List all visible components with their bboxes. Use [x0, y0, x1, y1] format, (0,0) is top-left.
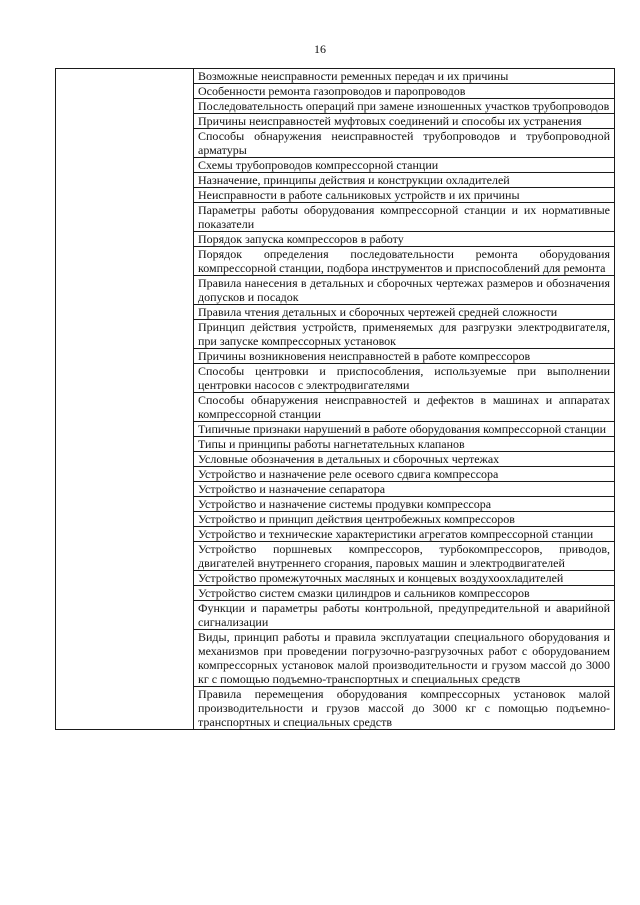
knowledge-item-text: Функции и параметры работы контрольной, предупредительной и аварийной сигнализации [198, 601, 610, 629]
knowledge-item-cell [194, 99, 615, 114]
knowledge-item-text: Возможные неисправности ременных передач и их причины [198, 69, 509, 83]
table-row [56, 69, 615, 84]
knowledge-item-cell [194, 364, 615, 393]
knowledge-item-cell [194, 129, 615, 158]
knowledge-item-cell [194, 497, 615, 512]
knowledge-item-text: Устройство и назначение реле осевого сдвига компрессора [198, 467, 499, 481]
page-number: 16 [314, 42, 326, 56]
knowledge-item-text: Типичные признаки нарушений в работе оборудования компрессорной станции [198, 422, 607, 436]
knowledge-item-cell [194, 687, 615, 730]
table-body [56, 69, 615, 730]
knowledge-item-cell [194, 247, 615, 276]
knowledge-item-text: Устройство промежуточных масляных и концевых воздухоохладителей [198, 571, 564, 585]
knowledge-item-cell [194, 452, 615, 467]
knowledge-item-cell [194, 601, 615, 630]
knowledge-item-cell [194, 114, 615, 129]
knowledge-item-cell [194, 69, 615, 84]
knowledge-item-text: Правила нанесения в детальных и сборочных чертежах размеров и обозначения допусков и посадок [198, 276, 610, 304]
knowledge-item-cell [194, 467, 615, 482]
knowledge-item-cell [194, 203, 615, 232]
knowledge-item-text: Устройство и принцип действия центробежных компрессоров [198, 512, 515, 526]
knowledge-item-text: Порядок определения последовательности ремонта оборудования компрессорной станции, подбора инструментов и приспособлений для ремонта [198, 247, 610, 275]
knowledge-item-cell [194, 630, 615, 687]
knowledge-item-text: Правила чтения детальных и сборочных чертежей средней сложности [198, 305, 558, 319]
knowledge-item-cell [194, 305, 615, 320]
knowledge-item-cell [194, 349, 615, 364]
requirements-table [55, 68, 615, 730]
knowledge-item-text: Устройство и назначение сепаратора [198, 482, 386, 496]
knowledge-item-text: Неисправности в работе сальниковых устройств и их причины [198, 188, 520, 202]
knowledge-item-cell [194, 512, 615, 527]
knowledge-item-cell [194, 437, 615, 452]
knowledge-item-text: Причины возникновения неисправностей в работе компрессоров [198, 349, 531, 363]
knowledge-item-text: Устройство систем смазки цилиндров и сальников компрессоров [198, 586, 530, 600]
knowledge-item-cell [194, 422, 615, 437]
knowledge-item-text: Последовательность операций при замене изношенных участков трубопроводов [198, 99, 610, 113]
knowledge-item-text: Типы и принципы работы нагнетательных клапанов [198, 437, 465, 451]
knowledge-item-cell [194, 586, 615, 601]
knowledge-item-cell [194, 188, 615, 203]
knowledge-item-cell [194, 173, 615, 188]
knowledge-item-text: Особенности ремонта газопроводов и паропроводов [198, 84, 466, 98]
knowledge-item-cell [194, 571, 615, 586]
left-column-cell [56, 69, 194, 730]
knowledge-item-cell [194, 542, 615, 571]
knowledge-item-cell [194, 320, 615, 349]
knowledge-item-cell [194, 84, 615, 99]
knowledge-item-text: Способы обнаружения неисправностей трубопроводов и трубопроводной арматуры [198, 129, 610, 157]
knowledge-item-text: Параметры работы оборудования компрессорной станции и их нормативные показатели [198, 203, 610, 231]
knowledge-item-text: Устройство и технические характеристики агрегатов компрессорной станции [198, 527, 594, 541]
knowledge-item-text: Устройство и назначение системы продувки компрессора [198, 497, 492, 511]
knowledge-item-text: Способы обнаружения неисправностей и дефектов в машинах и аппаратах компрессорной станции [198, 393, 610, 421]
knowledge-item-text: Причины неисправностей муфтовых соединений и способы их устранения [198, 114, 582, 128]
knowledge-item-text: Правила перемещения оборудования компрессорных установок малой производительности и грузов массой до 3000 кг с помощью подъемно-транспортных и специальных средств [198, 687, 610, 729]
knowledge-item-text: Способы центровки и приспособления, используемые при выполнении центровки насосов с электродвигателями [198, 364, 610, 392]
knowledge-item-text: Принцип действия устройств, применяемых для разгрузки электродвигателя, при запуске компрессорных установок [198, 320, 610, 348]
knowledge-item-text: Условные обозначения в детальных и сборочных чертежах [198, 452, 500, 466]
knowledge-item-cell [194, 527, 615, 542]
knowledge-item-text: Устройство поршневых компрессоров, турбокомпрессоров, приводов, двигателей внутреннего сгорания, паровых машин и электродвигателей [198, 542, 610, 570]
knowledge-item-text: Назначение, принципы действия и конструкции охладителей [198, 173, 510, 187]
knowledge-item-cell [194, 232, 615, 247]
knowledge-item-cell [194, 393, 615, 422]
knowledge-item-cell [194, 482, 615, 497]
knowledge-item-text: Порядок запуска компрессоров в работу [198, 232, 404, 246]
knowledge-item-cell [194, 276, 615, 305]
knowledge-item-text: Схемы трубопроводов компрессорной станции [198, 158, 439, 172]
knowledge-item-text: Виды, принцип работы и правила эксплуатации специального оборудования и механизмов при проведении погрузочно-разгрузочных работ с оборудованием компрессорных установок малой производительности и грузом массой до 3000 кг с помощью подъемно-транспортных и специальных средств [198, 630, 610, 686]
knowledge-item-cell [194, 158, 615, 173]
